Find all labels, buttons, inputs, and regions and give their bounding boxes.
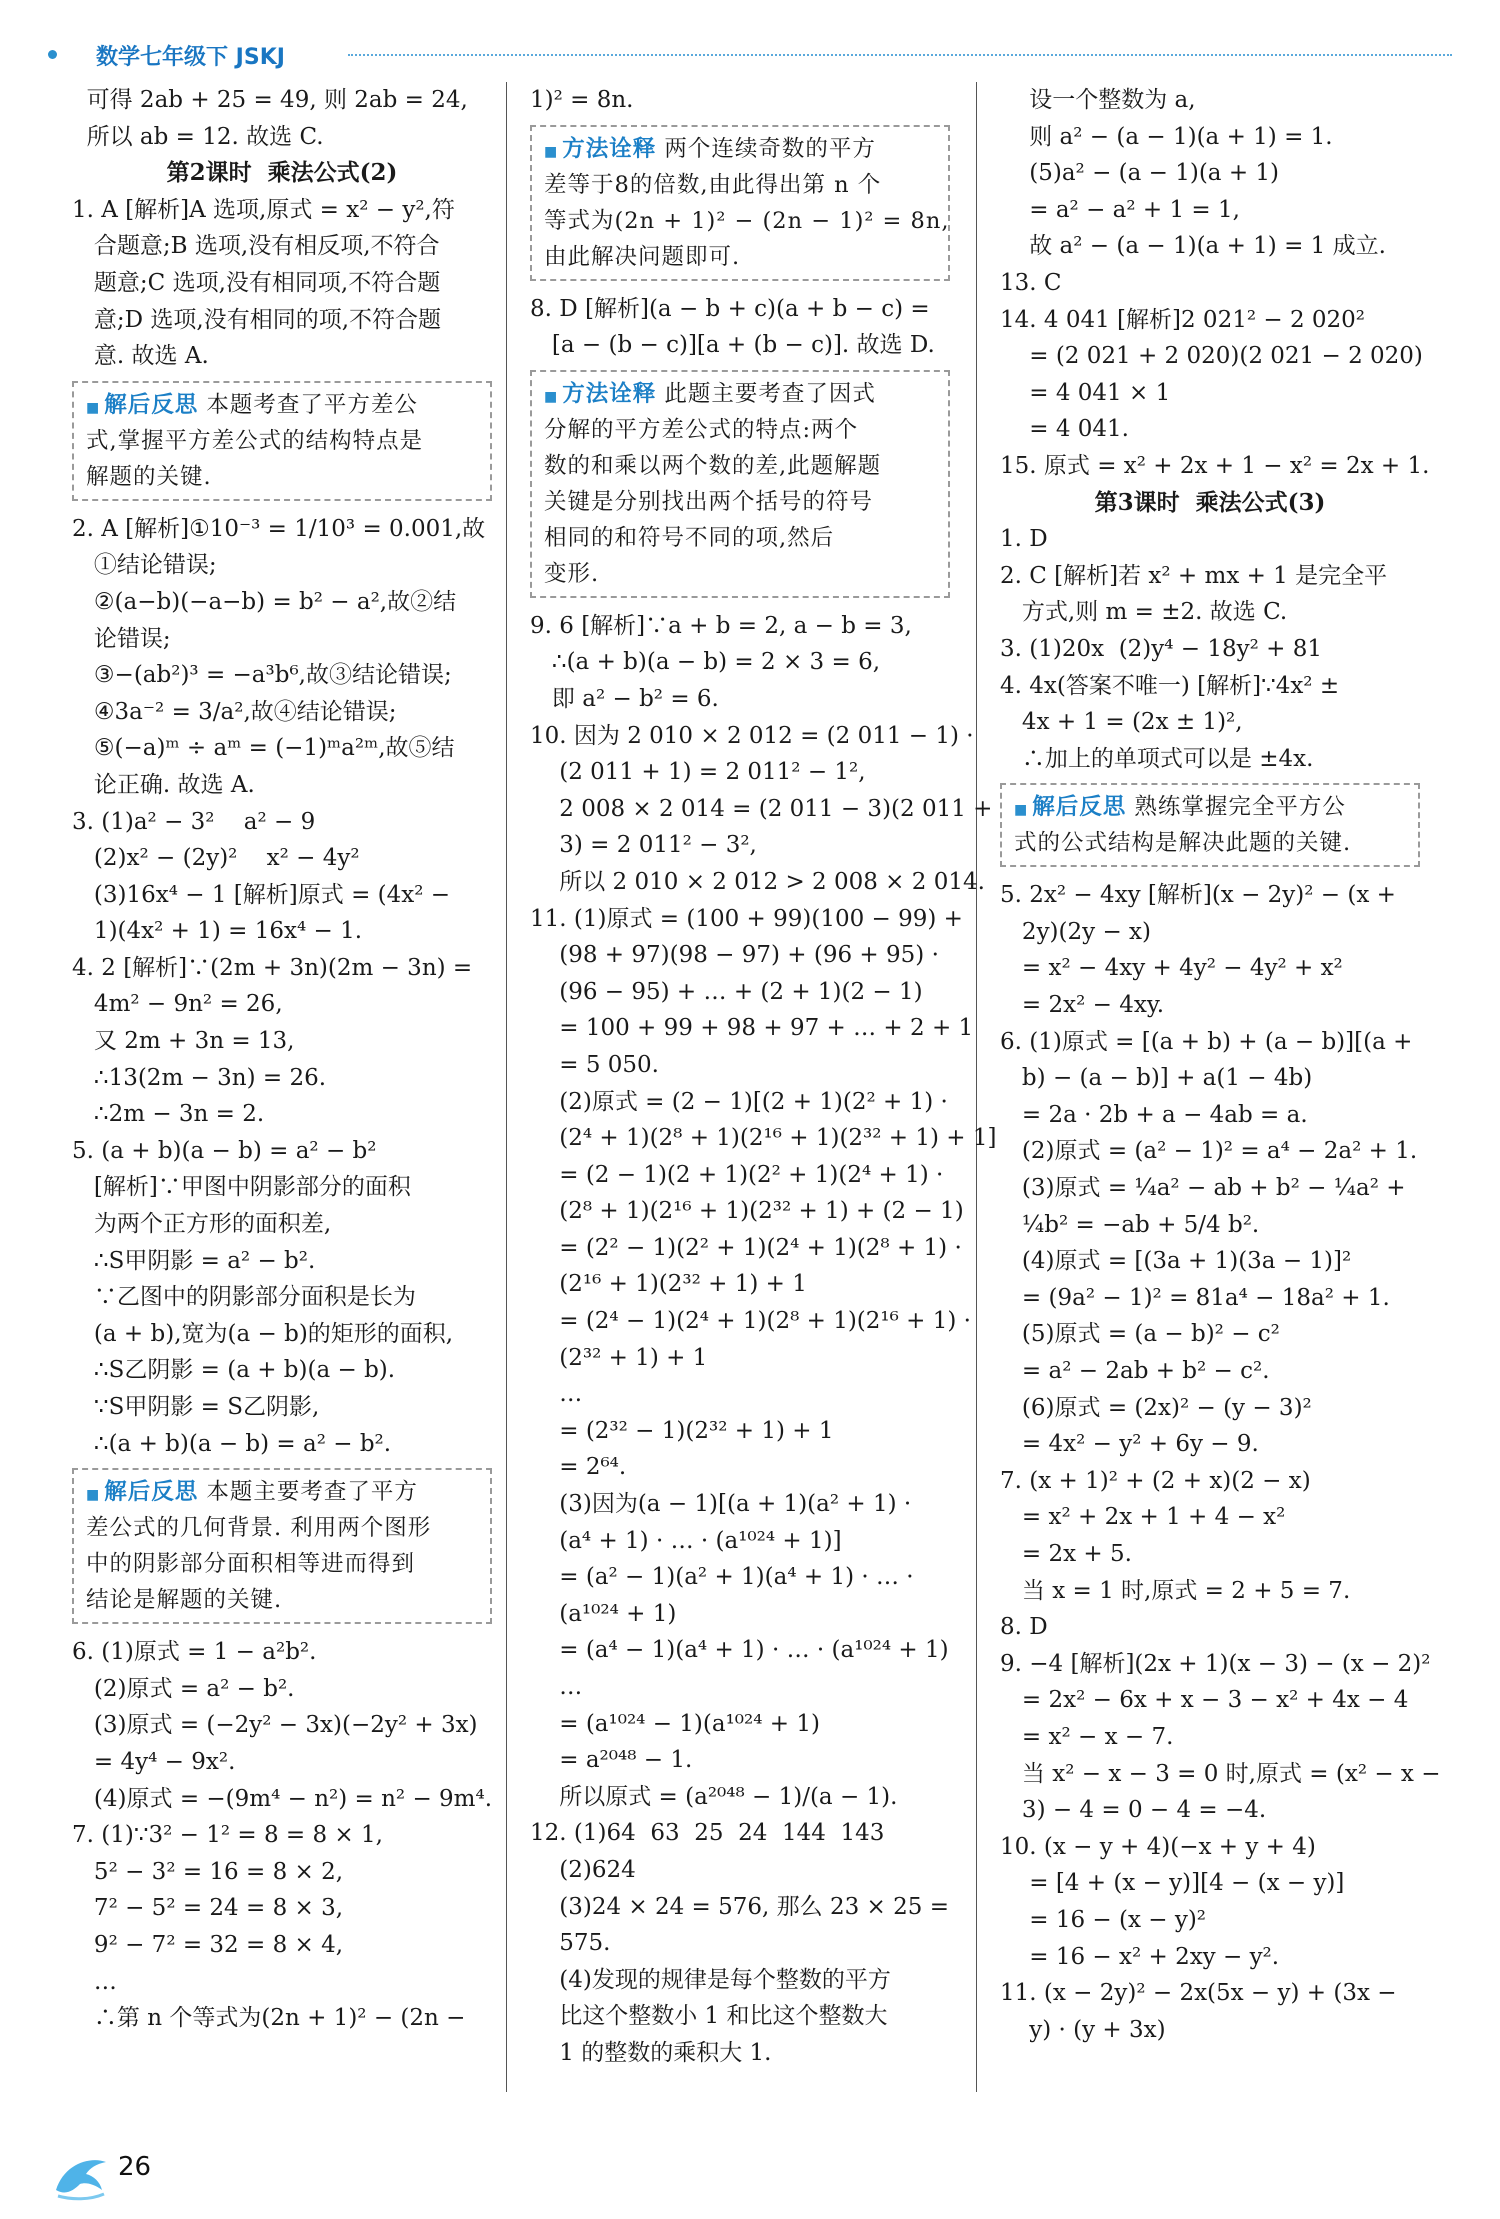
answer-line: (96 − 95) + … + (2 + 1)(2 − 1) (530, 978, 923, 1005)
answer-line: = (2 − 1)(2 + 1)(2² + 1)(2⁴ + 1) · (530, 1161, 944, 1188)
box-tag: ■ 解后反思 (1014, 794, 1126, 820)
answer-line: (2)原式 = (2 − 1)[(2 + 1)(2² + 1) · (530, 1088, 948, 1115)
answer-line: 7² − 5² = 24 = 8 × 3, (72, 1895, 344, 1922)
answer-line: = 2x + 5. (1000, 1540, 1132, 1567)
answer-line: (3)24 × 24 = 576, 那么 23 × 25 = (530, 1893, 949, 1920)
header-bullet-icon (48, 50, 57, 59)
answer-line: 6. (1)原式 = [(a + b) + (a − b)][(a + (1000, 1028, 1413, 1055)
answer-line: = 4 041 × 1 (1000, 379, 1171, 406)
answer-line: 设一个整数为 a, (1000, 87, 1196, 113)
answer-line: = x² − 4xy + 4y² − 4y² + x² (1000, 955, 1343, 982)
answer-line: 5. 2x² − 4xy [解析](x − 2y)² − (x + (1000, 882, 1396, 909)
answer-line: 可得 2ab + 25 = 49, 则 2ab = 24, (72, 87, 468, 113)
answer-line: … (530, 1381, 583, 1408)
answer-line: 意;D 选项,没有相同的项,不符合题 (72, 306, 442, 333)
answer-line: 11. (1)原式 = (100 + 99)(100 − 99) + (530, 905, 963, 932)
answer-line: = [4 + (x − y)][4 − (x − y)] (1000, 1870, 1345, 1897)
answer-line: (3)原式 = ¼a² − ab + b² − ¼a² + (1000, 1175, 1406, 1202)
answer-line: 3. (1)a² − 3² a² − 9 (72, 808, 316, 835)
answer-line: ∴(a + b)(a − b) = 2 × 3 = 6, (530, 649, 881, 676)
answer-line: 所以原式 = (a²⁰⁴⁸ − 1)/(a − 1). (530, 1783, 898, 1810)
answer-line: 3) = 2 011² − 3², (530, 832, 757, 859)
page-number: 26 (118, 2152, 152, 2182)
answer-line: 即 a² − b² = 6. (530, 685, 719, 712)
dolphin-logo-icon (50, 2150, 110, 2202)
answer-line: 10. 因为 2 010 × 2 012 = (2 011 − 1) · (530, 722, 974, 749)
answer-line: = (2 021 + 2 020)(2 021 − 2 020) (1000, 343, 1423, 370)
answer-line: (2)原式 = (a² − 1)² = a⁴ − 2a² + 1. (1000, 1138, 1418, 1165)
answer-line: 为两个正方形的面积差, (72, 1211, 332, 1238)
answer-line: = 4y⁴ − 9x². (72, 1748, 236, 1775)
answer-line: 9. 6 [解析]∵a + b = 2, a − b = 3, (530, 612, 912, 639)
answer-line: 5² − 3² = 16 = 8 × 2, (72, 1858, 344, 1885)
header-dotted-rule (348, 54, 1452, 56)
answer-line: ∵乙图中的阴影部分面积是长为 (72, 1284, 416, 1311)
answer-line: ②(a−b)(−a−b) = b² − a²,故②结 (72, 588, 457, 615)
answer-line: 2. C [解析]若 x² + mx + 1 是完全平 (1000, 562, 1388, 589)
answer-line: 所以 2 010 × 2 012 > 2 008 × 2 014. (530, 868, 985, 895)
answer-line: ∴S乙阴影 = (a + b)(a − b). (72, 1357, 396, 1384)
answer-line: ⑤(−a)ᵐ ÷ aᵐ = (−1)ᵐa²ᵐ,故⑤结 (72, 735, 455, 762)
answer-line: 11. (x − 2y)² − 2x(5x − y) + (3x − (1000, 1980, 1397, 2007)
box-tag: ■ 解后反思 (86, 1479, 198, 1505)
answer-line: 5. (a + b)(a − b) = a² − b² (72, 1137, 377, 1164)
answer-line: (2)x² − (2y)² x² − 4y² (72, 845, 360, 872)
answer-line: (5)原式 = (a − b)² − c² (1000, 1321, 1280, 1348)
answer-line: = (2⁴ − 1)(2⁴ + 1)(2⁸ + 1)(2¹⁶ + 1) · (530, 1308, 971, 1335)
answer-line: (4)原式 = −(9m⁴ − n²) = n² − 9m⁴. (72, 1785, 493, 1812)
answer-line: 8. D (1000, 1614, 1048, 1641)
answer-line: 3. (1)20x (2)y⁴ − 18y² + 81 (1000, 635, 1323, 662)
answer-line: 14. 4 041 [解析]2 021² − 2 020² (1000, 306, 1366, 333)
box-tag: ■ 方法诠释 (544, 136, 656, 162)
answer-line: = 100 + 99 + 98 + 97 + … + 2 + 1 (530, 1015, 974, 1042)
answer-line: = 16 − (x − y)² (1000, 1906, 1207, 1933)
answer-line: = (2³² − 1)(2³² + 1) + 1 (530, 1417, 834, 1444)
answer-line: 3) − 4 = 0 − 4 = −4. (1000, 1797, 1267, 1824)
answer-line: 4m² − 9n² = 26, (72, 991, 283, 1018)
header-title: 数学七年级下 JSKJ (96, 45, 285, 70)
answer-line: 方式,则 m = ±2. 故选 C. (1000, 599, 1288, 626)
answer-line: 又 2m + 3n = 13, (72, 1028, 295, 1055)
column-1 (72, 82, 492, 2037)
answer-line: 2 008 × 2 014 = (2 011 − 3)(2 011 + (530, 795, 993, 822)
answer-line: 7. (x + 1)² + (2 + x)(2 − x) (1000, 1467, 1311, 1494)
answer-line: (2 011 + 1) = 2 011² − 1², (530, 759, 866, 786)
answer-line: 4x + 1 = (2x ± 1)², (1000, 709, 1243, 736)
answer-line: 575. (530, 1930, 611, 1957)
answer-line: ¼b² = −ab + 5/4 b². (1000, 1211, 1260, 1238)
page-header (48, 34, 1452, 70)
answer-line: = (2² − 1)(2² + 1)(2⁴ + 1)(2⁸ + 1) · (530, 1234, 962, 1261)
answer-line: [a − (b − c)][a + (b − c)]. 故选 D. (530, 332, 935, 359)
answer-line: 论正确. 故选 A. (72, 771, 255, 798)
answer-line: ③−(ab²)³ = −a³b⁶,故③结论错误; (72, 662, 452, 689)
answer-line: (98 + 97)(98 − 97) + (96 + 95) · (530, 942, 939, 969)
answer-line: = (a¹⁰²⁴ − 1)(a¹⁰²⁴ + 1) (530, 1710, 820, 1737)
answer-line: = 2⁶⁴. (530, 1454, 627, 1481)
page-footer (50, 2150, 152, 2206)
answer-line: = x² − x − 7. (1000, 1723, 1174, 1750)
method-box: ■ 方法诠释 此题主要考查了因式 分解的平方差公式的特点:两个 数的和乘以两个数的差,此题解题 关键是分别找出两个括号的符号 相同的和符号不同的项,然后 变形. (530, 370, 950, 598)
answer-line: ∵S甲阴影 = S乙阴影, (72, 1394, 320, 1420)
answer-line: (2¹⁶ + 1)(2³² + 1) + 1 (530, 1271, 807, 1298)
answer-line: 13. C (1000, 269, 1062, 296)
answer-line: = 2x² − 4xy. (1000, 992, 1165, 1019)
answer-line: (3)16x⁴ − 1 [解析]原式 = (4x² − (72, 881, 451, 908)
answer-line: 1. A [解析]A 选项,原式 = x² − y²,符 (72, 196, 455, 223)
answer-line: [解析]∵甲图中阴影部分的面积 (72, 1174, 411, 1201)
answer-line: 故 a² − (a − 1)(a + 1) = 1 成立. (1000, 233, 1386, 260)
answer-line: (a + b),宽为(a − b)的矩形的面积, (72, 1320, 454, 1347)
answer-line: 2. A [解析]①10⁻³ = 1/10³ = 0.001,故 (72, 515, 486, 542)
answer-line: 1)(4x² + 1) = 16x⁴ − 1. (72, 918, 363, 945)
answer-line: (a¹⁰²⁴ + 1) (530, 1600, 677, 1627)
answer-line: ∴2m − 3n = 2. (72, 1101, 265, 1128)
answer-line: 4. 2 [解析]∵(2m + 3n)(2m − 3n) = (72, 954, 473, 981)
section-heading: 第2课时 乘法公式(2) (166, 159, 398, 187)
answer-line: 当 x = 1 时,原式 = 2 + 5 = 7. (1000, 1577, 1351, 1604)
answer-line: (a⁴ + 1) · … · (a¹⁰²⁴ + 1)] (530, 1527, 842, 1554)
answer-line: 1)² = 8n. (530, 87, 634, 113)
answer-line: 7. (1)∵3² − 1² = 8 = 8 × 1, (72, 1822, 383, 1849)
answer-line: (6)原式 = (2x)² − (y − 3)² (1000, 1394, 1312, 1421)
answer-line: 6. (1)原式 = 1 − a²b². (72, 1639, 317, 1666)
answer-line: = a² − a² + 1 = 1, (1000, 196, 1240, 223)
method-box: ■ 方法诠释 两个连续奇数的平方 差等于8的倍数,由此得出第 n 个 等式为(2n + 1)² − (2n − 1)² = 8n, 由此解决问题即可. (530, 125, 950, 281)
column-3 (1000, 82, 1441, 2048)
column-2 (530, 82, 997, 2072)
box-tag: ■ 解后反思 (86, 392, 198, 418)
answer-line: 9² − 7² = 32 = 8 × 4, (72, 1931, 344, 1958)
answer-line: … (72, 1968, 117, 1995)
answer-line: 10. (x − y + 4)(−x + y + 4) (1000, 1833, 1316, 1860)
answer-line: ∴(a + b)(a − b) = a² − b². (72, 1430, 392, 1457)
answer-line: (2³² + 1) + 1 (530, 1344, 708, 1371)
answer-line: (2)624 (530, 1856, 636, 1883)
answer-line: 合题意;B 选项,没有相反项,不符合 (72, 233, 440, 260)
answer-line: = a²⁰⁴⁸ − 1. (530, 1747, 693, 1774)
section-heading: 第3课时 乘法公式(3) (1094, 488, 1326, 516)
column-divider (506, 82, 507, 2092)
answer-line: (2⁴ + 1)(2⁸ + 1)(2¹⁶ + 1)(2³² + 1) + 1] (530, 1125, 997, 1152)
column-divider (976, 82, 977, 2092)
answer-line: 则 a² − (a − 1)(a + 1) = 1. (1000, 123, 1333, 150)
answer-line: (3)因为(a − 1)[(a + 1)(a² + 1) · (530, 1491, 912, 1518)
answer-line: (2)原式 = a² − b². (72, 1675, 295, 1702)
answer-line: (5)a² − (a − 1)(a + 1) (1000, 160, 1280, 187)
answer-line: = 2x² − 6x + x − 3 − x² + 4x − 4 (1000, 1687, 1409, 1714)
answer-line: 比这个整数小 1 和比这个整数大 (530, 2003, 888, 2030)
answer-line: 8. D [解析](a − b + c)(a + b − c) = (530, 295, 930, 322)
answer-line: (2⁸ + 1)(2¹⁶ + 1)(2³² + 1) + (2 − 1) (530, 1198, 964, 1225)
answer-line: b) − (a − b)] + a(1 − 4b) (1000, 1065, 1313, 1092)
answer-line: 9. −4 [解析](2x + 1)(x − 3) − (x − 2)² (1000, 1650, 1431, 1677)
answer-line: 意. 故选 A. (72, 343, 209, 370)
answer-line: (4)原式 = [(3a + 1)(3a − 1)]² (1000, 1248, 1352, 1275)
reflection-box: ■ 解后反思 本题考查了平方差公 式,掌握平方差公式的结构特点是 解题的关键. (72, 381, 492, 501)
answer-line: = 5 050. (530, 1051, 659, 1078)
answer-line: (3)原式 = (−2y² − 3x)(−2y² + 3x) (72, 1712, 478, 1739)
answer-line: = 4 041. (1000, 416, 1129, 443)
reflection-box: ■ 解后反思 本题主要考查了平方 差公式的几何背景. 利用两个图形 中的阴影部分面积相等进而得到 结论是解题的关键. (72, 1468, 492, 1624)
reflection-box: ■ 解后反思 熟练掌握完全平方公 式的公式结构是解决此题的关键. (1000, 783, 1420, 867)
answer-line: … (530, 1674, 583, 1700)
answer-line: 12. (1)64 63 25 24 144 143 (530, 1820, 885, 1847)
answer-line: ∴第 n 个等式为(2n + 1)² − (2n − (72, 2005, 466, 2032)
answer-line: ∴S甲阴影 = a² − b². (72, 1247, 316, 1274)
answer-line: ∴加上的单项式可以是 ±4x. (1000, 745, 1314, 772)
answer-line: 题意;C 选项,没有相同项,不符合题 (72, 269, 441, 296)
answer-line: = a² − 2ab + b² − c². (1000, 1358, 1270, 1384)
answer-line: = (a⁴ − 1)(a⁴ + 1) · … · (a¹⁰²⁴ + 1) (530, 1637, 949, 1664)
answer-line: ④3a⁻² = 3/a²,故④结论错误; (72, 698, 397, 725)
answer-line: 15. 原式 = x² + 2x + 1 − x² = 2x + 1. (1000, 452, 1430, 479)
answer-line: = 4x² − y² + 6y − 9. (1000, 1431, 1259, 1458)
answer-line: ∴13(2m − 3n) = 26. (72, 1064, 327, 1091)
answer-line: 所以 ab = 12. 故选 C. (72, 123, 324, 150)
answer-line: 当 x² − x − 3 = 0 时,原式 = (x² − x − (1000, 1760, 1441, 1787)
answer-line: 1 的整数的乘积大 1. (530, 2039, 772, 2066)
answer-line: (4)发现的规律是每个整数的平方 (530, 1966, 891, 1993)
answer-line: = (9a² − 1)² = 81a⁴ − 18a² + 1. (1000, 1284, 1390, 1311)
answer-line: 2y)(2y − x) (1000, 918, 1151, 945)
answer-line: ①结论错误; (72, 552, 217, 579)
answer-line: 1. D (1000, 526, 1048, 553)
answer-line: 4. 4x(答案不唯一) [解析]∵4x² ± (1000, 672, 1340, 699)
box-tag: ■ 方法诠释 (544, 381, 656, 407)
answer-line: = 16 − x² + 2xy − y². (1000, 1943, 1280, 1970)
answer-line: 论错误; (72, 625, 171, 652)
answer-line: y) · (y + 3x) (1000, 2016, 1166, 2043)
answer-line: = 2a · 2b + a − 4ab = a. (1000, 1101, 1308, 1128)
answer-line: = x² + 2x + 1 + 4 − x² (1000, 1504, 1286, 1531)
answer-line: = (a² − 1)(a² + 1)(a⁴ + 1) · … · (530, 1564, 914, 1591)
